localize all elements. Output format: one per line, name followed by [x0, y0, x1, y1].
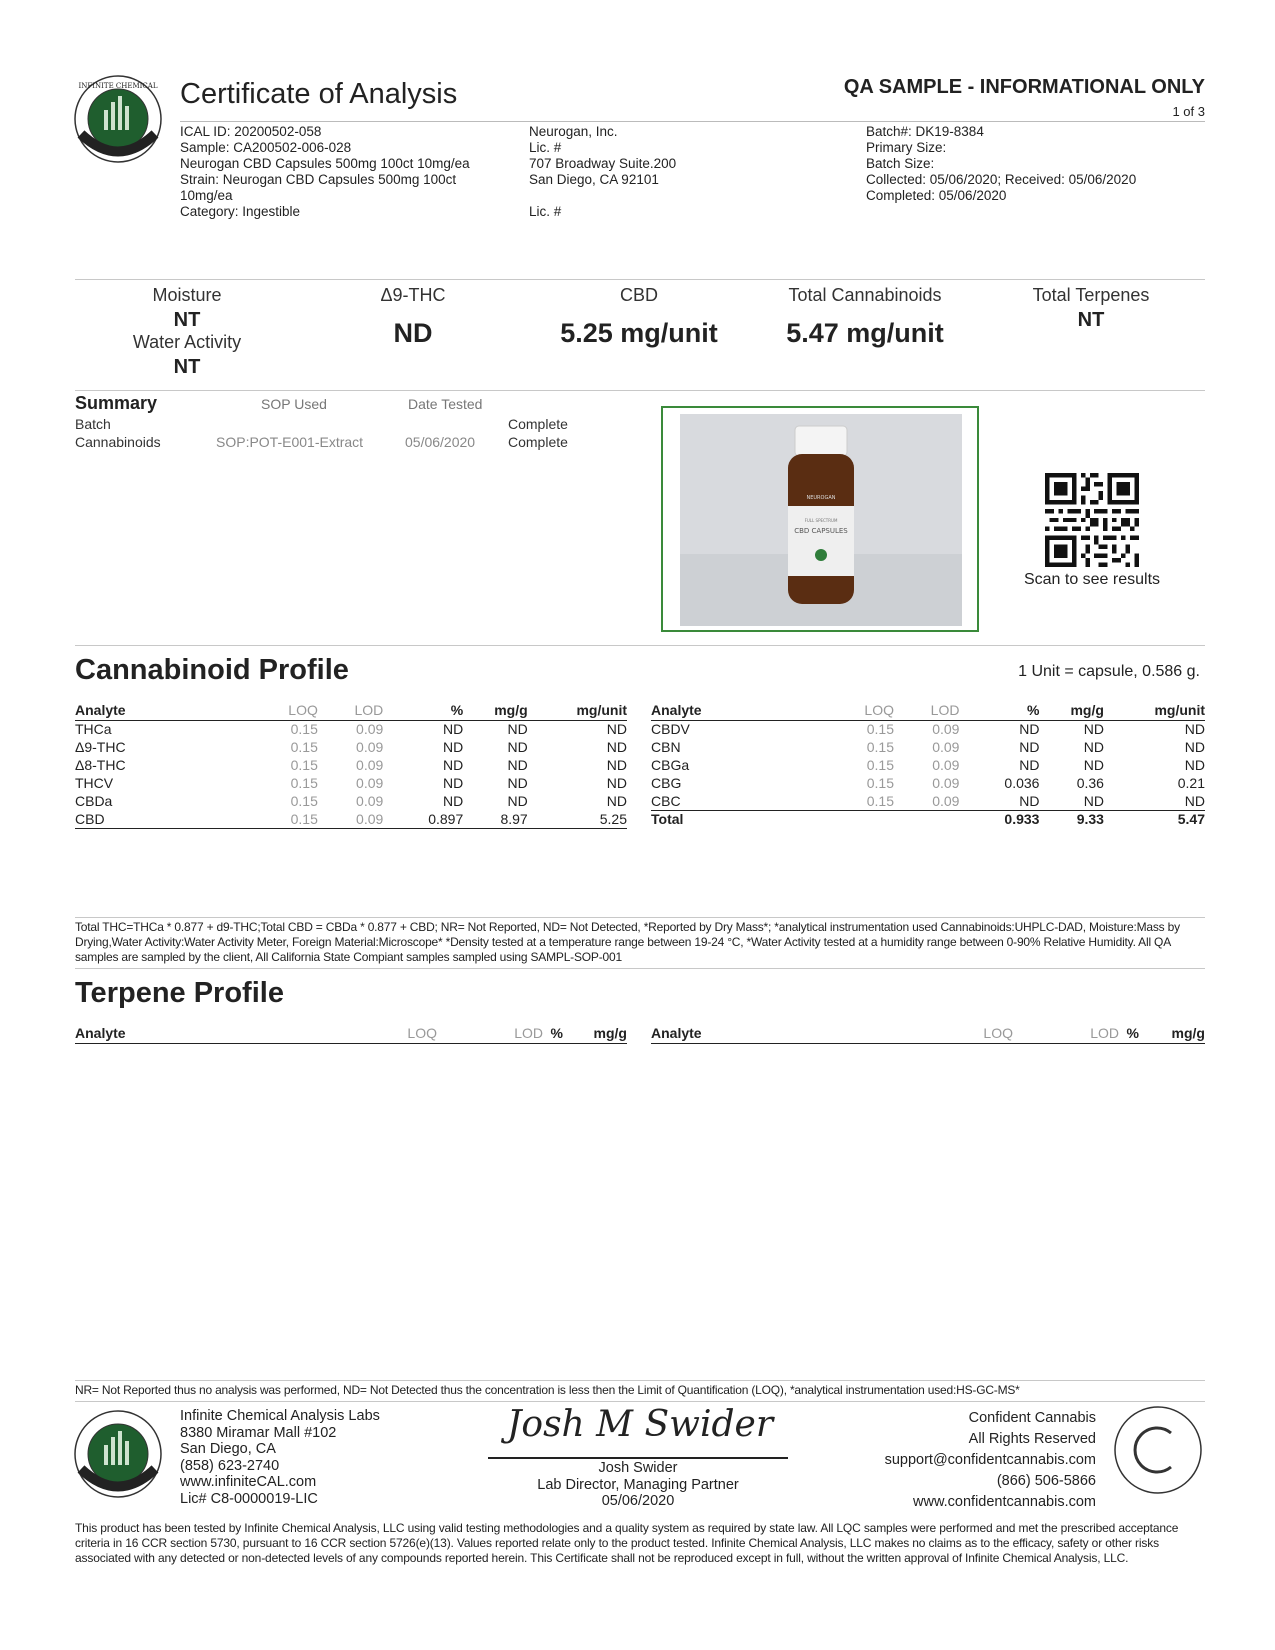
- client-spacer: [529, 188, 779, 204]
- col-mgg: mg/g: [563, 1025, 627, 1043]
- qr-code[interactable]: [1045, 473, 1139, 567]
- cc-name: Confident Cannabis: [968, 1410, 1096, 1426]
- metrics-top-rule: [75, 279, 1205, 280]
- table-row: CBDV 0.15 0.09 ND ND ND: [651, 721, 1205, 738]
- summary-row-cann-name: Cannabinoids: [75, 434, 161, 450]
- table-row: CBG 0.15 0.09 0.036 0.36 0.21: [651, 775, 1205, 791]
- col-mgg: mg/g: [1039, 702, 1103, 720]
- profile-top-rule: [75, 645, 1205, 646]
- moisture-metric: [67, 285, 307, 379]
- table-row: Δ8-THC 0.15 0.09 ND ND ND: [75, 757, 627, 773]
- total-cannabinoids-value: 5.47 mg/unit: [786, 318, 944, 348]
- terpene-table-right: [651, 1025, 1205, 1044]
- lab-address: 8380 Miramar Mall #102: [180, 1424, 337, 1441]
- summary-row-cann-status: Complete: [508, 434, 568, 450]
- strain-cont: 10mg/ea: [180, 188, 233, 203]
- product-image-frame: [661, 406, 979, 632]
- footer-second-rule: [75, 1401, 1205, 1402]
- lab-seal-icon: [73, 1409, 163, 1499]
- signer-date: 05/06/2020: [601, 1493, 675, 1509]
- moisture-value: NT: [173, 309, 201, 331]
- summary-row-batch-status: Complete: [508, 416, 568, 432]
- col-percent: %: [543, 1025, 563, 1043]
- table-row: CBGa 0.15 0.09 ND ND ND: [651, 757, 1205, 773]
- table-row: CBC 0.15 0.09 ND ND ND: [651, 792, 1205, 809]
- col-percent: %: [383, 702, 463, 720]
- table-row: THCa 0.15 0.09 ND ND ND: [75, 721, 627, 738]
- ical-id: ICAL ID: 20200502-058: [180, 124, 322, 139]
- client-name: Neurogan, Inc.: [529, 124, 618, 139]
- qr-code-icon: [1045, 473, 1139, 567]
- table-row: THCV 0.15 0.09 ND ND ND: [75, 775, 627, 791]
- water-activity-value: NT: [173, 356, 201, 378]
- total-cannabinoids-label: Total Cannabinoids: [788, 285, 942, 305]
- page-number: 1 of 3: [1172, 104, 1205, 119]
- product-sub-text: FULL SPECTRUM: [804, 518, 838, 523]
- total-cannabinoids-metric: [745, 285, 985, 349]
- terpene-note: NR= Not Reported thus no analysis was performed, ND= Not Detected thus the concentration is less then the Limit of Quantification (LOQ), *analytical instrumentation used:HS-GC-MS*: [75, 1383, 1020, 1397]
- col-percent: %: [1119, 1025, 1139, 1043]
- col-analyte: Analyte: [651, 1025, 831, 1043]
- summary-row-cann-sop: SOP:POT-E001-Extract: [216, 434, 364, 450]
- sample-info: [180, 124, 500, 220]
- confident-cannabis-logo-icon: [1113, 1405, 1203, 1495]
- qr-caption: Scan to see results: [1023, 571, 1161, 588]
- col-lod: LOD: [318, 702, 383, 720]
- summary-row-batch-name: Batch: [75, 416, 111, 432]
- table-row: CBDa 0.15 0.09 ND ND ND: [75, 793, 627, 809]
- summary-header-date: Date Tested: [408, 396, 483, 412]
- col-percent: %: [959, 702, 1039, 720]
- cannabinoid-note: Total THC=THCa * 0.877 + d9-THC;Total CBD = CBDa * 0.877 + CBD; NR= Not Reported, ND= Not Detected, *Reported by Dry Mass*; *analytical instrumentation used Cannabinoids:UHPLC-DAD, Moisture:Mass by Drying,Water Activity:Water Activity Meter, Foreign Material:Microscope* *Density tested at a temperature range between 19-24 °C, *Water Activity tested at a humidity range between 0-90% Relative Humidity. All QA samples are sampled by the client, All California State Compiant samples sampled using SAMPL-SOP-001: [75, 920, 1180, 964]
- table-row: CBN 0.15 0.09 ND ND ND: [651, 739, 1205, 755]
- client-address: 707 Broadway Suite.200: [529, 156, 677, 171]
- product-label-text: CBD CAPSULES: [794, 527, 848, 535]
- client-lic: Lic. #: [529, 140, 562, 155]
- col-mgunit: mg/unit: [1104, 702, 1205, 720]
- signature-line: [488, 1457, 788, 1459]
- lab-city: San Diego, CA: [180, 1441, 276, 1457]
- strain: Strain: Neurogan CBD Capsules 500mg 100ct: [180, 172, 457, 187]
- summary-title: Summary: [75, 393, 158, 413]
- col-lod: LOD: [437, 1025, 543, 1043]
- table-header-row: [651, 1025, 1205, 1043]
- signature: Josh M Swider: [506, 1404, 774, 1445]
- batch-number: Batch#: DK19-8384: [866, 124, 984, 139]
- cc-website[interactable]: www.confidentcannabis.com: [913, 1494, 1096, 1510]
- collected-received: Collected: 05/06/2020; Received: 05/06/2020: [866, 172, 1137, 187]
- cc-contact: [820, 1408, 1096, 1513]
- total-terpenes-value: NT: [1077, 309, 1105, 331]
- cbd-value: 5.25 mg/unit: [560, 318, 718, 348]
- lab-seal-icon: [73, 74, 163, 164]
- col-analyte: Analyte: [75, 702, 176, 720]
- batch-info: [866, 124, 1206, 204]
- client-info: [529, 124, 779, 220]
- cannabinoid-profile-title: Cannabinoid Profile: [75, 654, 349, 686]
- col-mgg: mg/g: [463, 702, 527, 720]
- table-header-row: [651, 702, 1205, 720]
- total-terpenes-label: Total Terpenes: [1032, 285, 1150, 305]
- moisture-label: Moisture: [152, 285, 222, 305]
- completed: Completed: 05/06/2020: [866, 188, 1007, 203]
- disclaimer: This product has been tested by Infinite Chemical Analysis, LLC using valid testing methodologies and a quality system as required by state law. All LQC samples were performed and met the prescribed acceptance criteria in 16 CCR section 5730, pursuant to 16 CCR section 5726(e)(13). Values reported relate only to the product tested. Infinite Chemical Analysis, LLC makes no claims as to the efficacy, safety or other risks associated with any detected or non-detected levels of any compounds reported herein. This Certificate shall not be reproduced except in full, without the written approval of Infinite Chemical Analysis, LLC.: [75, 1521, 1179, 1565]
- thc-label: Δ9-THC: [380, 285, 446, 305]
- lab-contact: [180, 1408, 380, 1507]
- col-analyte: Analyte: [75, 1025, 255, 1043]
- signer-name: Josh Swider: [598, 1460, 678, 1476]
- lab-name: Infinite Chemical Analysis Labs: [180, 1408, 380, 1424]
- col-analyte: Analyte: [651, 702, 752, 720]
- col-loq: LOQ: [255, 1025, 437, 1043]
- lab-website[interactable]: www.infiniteCAL.com: [180, 1474, 317, 1490]
- cc-email[interactable]: support@confidentcannabis.com: [884, 1452, 1096, 1468]
- col-mgunit: mg/unit: [528, 702, 627, 720]
- cannabinoid-table-right: [651, 702, 1205, 828]
- product-name: Neurogan CBD Capsules 500mg 100ct 10mg/ea: [180, 156, 470, 171]
- signer-title: Lab Director, Managing Partner: [537, 1476, 739, 1493]
- batch-size: Batch Size:: [866, 156, 935, 171]
- footer-top-rule: [75, 1380, 1205, 1381]
- primary-size: Primary Size:: [866, 140, 947, 155]
- cannabinoid-table-left: [75, 702, 627, 829]
- terpene-profile-title: Terpene Profile: [75, 977, 284, 1009]
- signer-info: [488, 1460, 788, 1510]
- terpene-table-left: [75, 1025, 627, 1044]
- cc-logo: [1113, 1405, 1203, 1500]
- col-mgg: mg/g: [1139, 1025, 1205, 1043]
- qa-label: QA SAMPLE - INFORMATIONAL ONLY: [843, 76, 1205, 98]
- sample-id: Sample: CA200502-006-028: [180, 140, 352, 155]
- col-lod: LOD: [894, 702, 959, 720]
- svg-text:INFINITE CHEMICAL: INFINITE CHEMICAL: [78, 82, 158, 90]
- metrics-bottom-rule: [75, 390, 1205, 391]
- table-total-row: Total 0.933 9.33 5.47: [651, 811, 1205, 828]
- footer-lab-logo: [73, 1409, 163, 1504]
- table-row: Δ9-THC 0.15 0.09 ND ND ND: [75, 739, 627, 755]
- cbd-metric: [519, 285, 759, 349]
- table-header-row: [75, 702, 627, 720]
- lab-logo: [73, 74, 163, 169]
- col-loq: LOQ: [752, 702, 894, 720]
- table-row: CBD 0.15 0.09 0.897 8.97 5.25: [75, 810, 627, 827]
- product-photo-icon: [680, 414, 962, 626]
- total-terpenes-metric: [971, 285, 1211, 332]
- col-loq: LOQ: [831, 1025, 1013, 1043]
- cc-phone: (866) 506-5866: [996, 1473, 1096, 1489]
- col-lod: LOD: [1013, 1025, 1119, 1043]
- header-rule: [180, 121, 1205, 122]
- document-title: Certificate of Analysis: [180, 78, 458, 110]
- product-brand-text: NEUROGAN: [806, 495, 836, 501]
- summary-header-sop: SOP Used: [261, 396, 327, 412]
- water-activity-label: Water Activity: [132, 332, 242, 352]
- cbd-label: CBD: [619, 285, 658, 305]
- client-city: San Diego, CA 92101: [529, 172, 659, 187]
- client-lic-2: Lic. #: [529, 204, 562, 219]
- lab-phone: (858) 623-2740: [180, 1457, 280, 1474]
- cc-rights: All Rights Reserved: [968, 1431, 1096, 1447]
- category: Category: Ingestible: [180, 204, 301, 219]
- note-bottom-rule: [75, 968, 1205, 969]
- unit-note: 1 Unit = capsule, 0.586 g.: [1018, 663, 1200, 680]
- table-header-row: [75, 1025, 627, 1043]
- note-top-rule: [75, 917, 1205, 918]
- thc-value: ND: [393, 318, 433, 348]
- col-loq: LOQ: [176, 702, 318, 720]
- summary-row-cann-date: 05/06/2020: [405, 434, 476, 450]
- lab-license: Lic# C8-0000019-LIC: [180, 1490, 318, 1507]
- thc-metric: [293, 285, 533, 349]
